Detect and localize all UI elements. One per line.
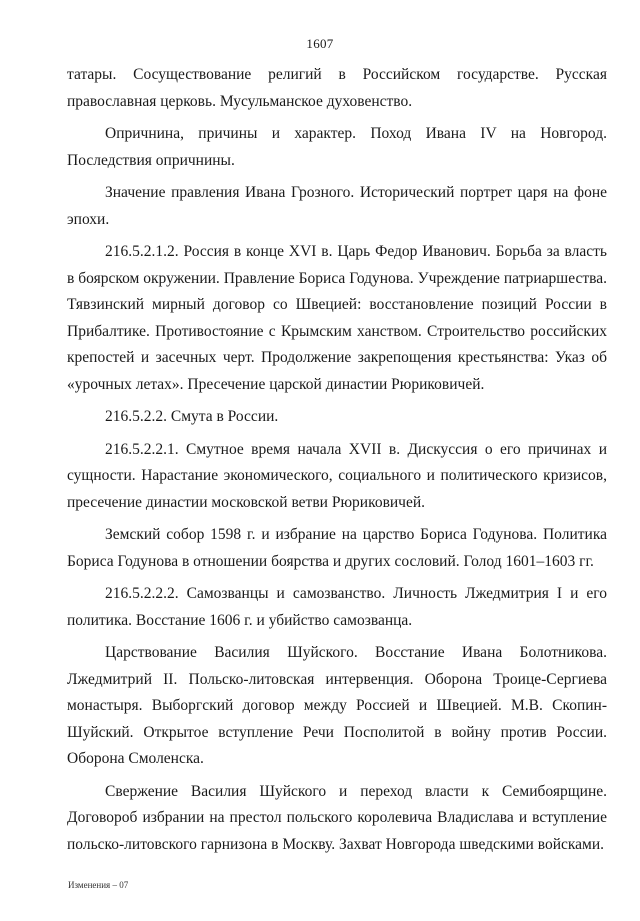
paragraph-semiboyarshchina: Свержение Василия Шуйского и переход власти к Семибоярщине. Договороб избрании на престол польского королевича Владислава и вступление польско-литовского гарнизона в Москву. Захват Новгорода шведскими войсками.: [67, 782, 607, 853]
page-number: 1607: [306, 36, 334, 51]
paragraph-zemsky-sobor: Земский собор 1598 г. и избрание на царство Бориса Годунова. Политика Бориса Годунова в отношении боярства и других сословий. Голод 1601–1603 гг.: [67, 526, 607, 570]
document-body: [67, 62, 607, 864]
paragraph-216-5-2-1-2: 216.5.2.1.2. Россия в конце XVI в. Царь Федор Иванович. Борьба за власть в боярском окружении. Правление Бориса Годунова. Учреждение патриаршества. Тявзинский мирный договор со Швецией: восстановление позиций России в Прибалтике. Противостояние с Крымским ханством. Строительство российских крепостей и засечных черт. Продолжение закрепощения крестьянства: Указ об «урочных летах». Пресечение царской династии Рюриковичей.: [67, 243, 607, 393]
paragraph-ivan-significance: Значение правления Ивана Грозного. Исторический портрет царя на фоне эпохи.: [67, 184, 607, 228]
paragraph-oprichnina: Опричнина, причины и характер. Поход Ивана IV на Новгород. Последствия опричнины.: [67, 125, 607, 169]
paragraph-shuisky-reign: Царствование Василия Шуйского. Восстание Ивана Болотникова. Лжедмитрий II. Польско-литовская интервенция. Оборона Троице-Сергиева монастыря. Выборгский договор между Россией и Швецией. М.В. Скопин-Шуйский. Открытое вступление Речи Посполитой в войну против России. Оборона Смоленска.: [67, 644, 607, 767]
paragraph-continuation: татары. Сосуществование религий в Российском государстве. Русская православная церковь. Мусульманское духовенство.: [67, 66, 607, 110]
footer-revision: Изменения – 07: [68, 880, 129, 890]
paragraph-216-5-2-2: 216.5.2.2. Смута в России.: [105, 408, 279, 425]
paragraph-216-5-2-2-2: 216.5.2.2.2. Самозванцы и самозванство. Личность Лжедмитрия I и его политика. Восстание 1606 г. и убийство самозванца.: [67, 585, 607, 629]
paragraph-216-5-2-2-1: 216.5.2.2.1. Смутное время начала XVII в. Дискуссия о его причинах и сущности. Нарастание экономического, социального и политического кризисов, пресечение династии московской ветви Рюриковичей.: [67, 440, 607, 511]
